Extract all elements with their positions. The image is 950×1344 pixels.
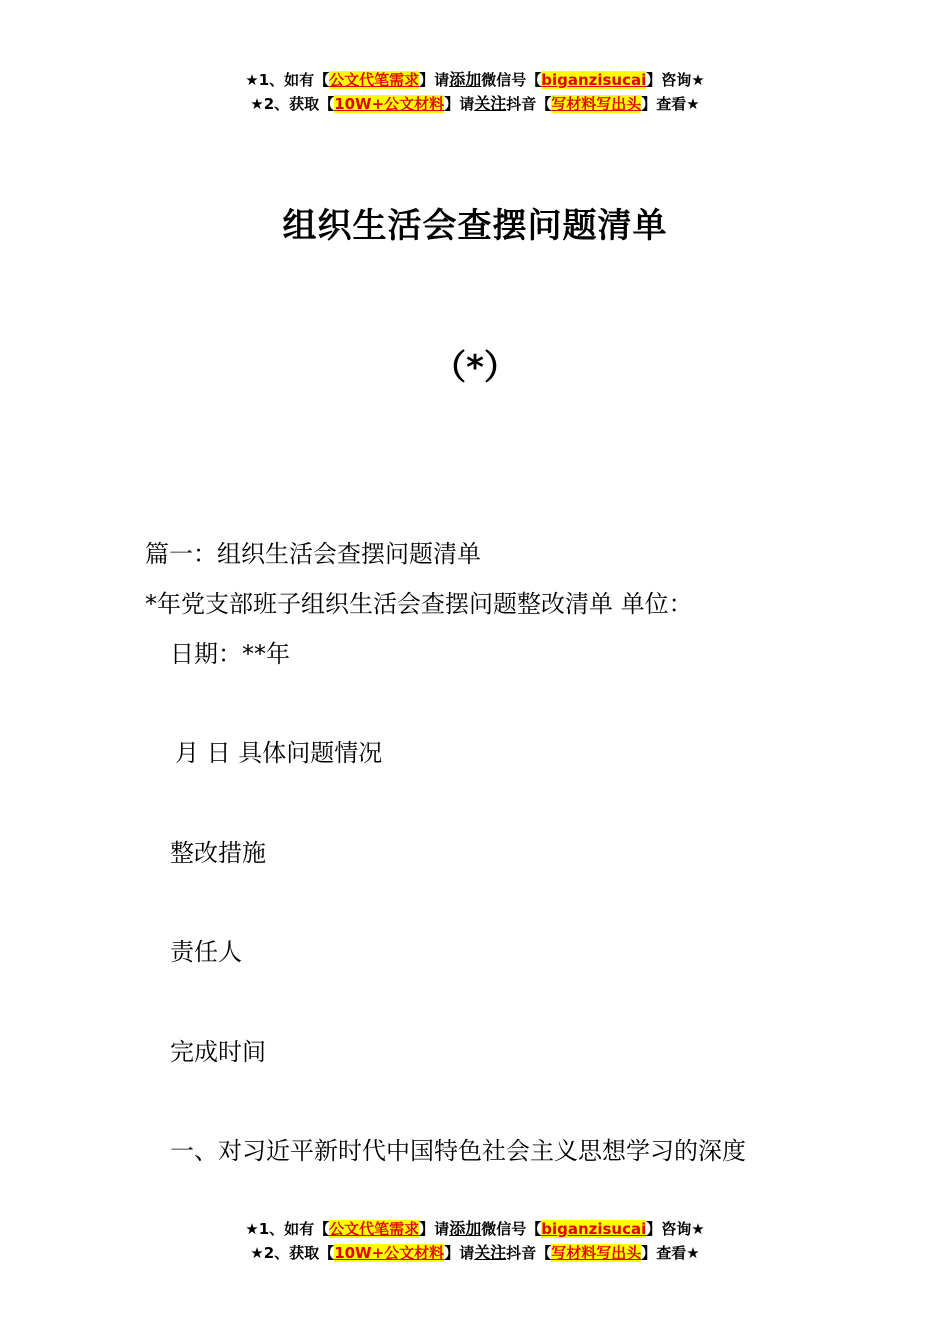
wechat-id: biganzisucai bbox=[541, 71, 647, 89]
banner-text: 】查看★ bbox=[641, 95, 700, 113]
banner-text: ★1、如有【 bbox=[245, 1220, 330, 1238]
douyin-account: 写材料写出头 bbox=[551, 1244, 642, 1262]
banner-line-1 bbox=[0, 1217, 950, 1241]
banner-line-2 bbox=[0, 92, 950, 116]
banner-text: 抖音【 bbox=[506, 95, 552, 113]
banner-text: 】查看★ bbox=[641, 1244, 700, 1262]
body-line-6: 责任人 bbox=[170, 938, 242, 966]
wechat-id: biganzisucai bbox=[541, 1220, 647, 1238]
banner-text: ★2、获取【 bbox=[250, 1244, 335, 1262]
body-line-2: *年党支部班子组织生活会查摆问题整改清单 单位： bbox=[145, 590, 693, 618]
banner-text: 】请 bbox=[444, 95, 475, 113]
document-title: 组织生活会查摆问题清单 bbox=[282, 206, 668, 246]
highlight-materials: 10W+公文材料 bbox=[334, 1244, 445, 1262]
banner-text: 微信号【 bbox=[481, 71, 542, 89]
banner-text: 】咨询★ bbox=[646, 1220, 705, 1238]
footer-banner bbox=[0, 1217, 950, 1265]
banner-line-1 bbox=[0, 68, 950, 92]
header-banner bbox=[0, 68, 950, 116]
body-line-8: 一、对习近平新时代中国特色社会主义思想学习的深度 bbox=[170, 1137, 746, 1165]
banner-text: 抖音【 bbox=[506, 1244, 552, 1262]
banner-text: 】咨询★ bbox=[646, 71, 705, 89]
banner-text: ★2、获取【 bbox=[250, 95, 335, 113]
banner-text: 微信号【 bbox=[481, 1220, 542, 1238]
banner-text: ★1、如有【 bbox=[245, 71, 330, 89]
douyin-account: 写材料写出头 bbox=[551, 95, 642, 113]
highlight-service: 公文代笔需求 bbox=[329, 71, 420, 89]
body-line-4: 月 日 具体问题情况 bbox=[175, 739, 383, 767]
body-line-7: 完成时间 bbox=[170, 1038, 266, 1066]
banner-emphasis: 添加 bbox=[449, 70, 482, 89]
body-line-3: 日期：**年 bbox=[170, 640, 290, 668]
banner-emphasis: 关注 bbox=[474, 1243, 507, 1262]
document-subtitle: （*） bbox=[432, 348, 518, 388]
highlight-materials: 10W+公文材料 bbox=[334, 95, 445, 113]
banner-text: 】请 bbox=[444, 1244, 475, 1262]
banner-text: 】请 bbox=[419, 71, 450, 89]
body-line-5: 整改措施 bbox=[170, 839, 266, 867]
highlight-service: 公文代笔需求 bbox=[329, 1220, 420, 1238]
body-line-1: 篇一：组织生活会查摆问题清单 bbox=[145, 540, 481, 568]
banner-emphasis: 关注 bbox=[474, 94, 507, 113]
banner-text: 】请 bbox=[419, 1220, 450, 1238]
banner-emphasis: 添加 bbox=[449, 1219, 482, 1238]
banner-line-2 bbox=[0, 1241, 950, 1265]
